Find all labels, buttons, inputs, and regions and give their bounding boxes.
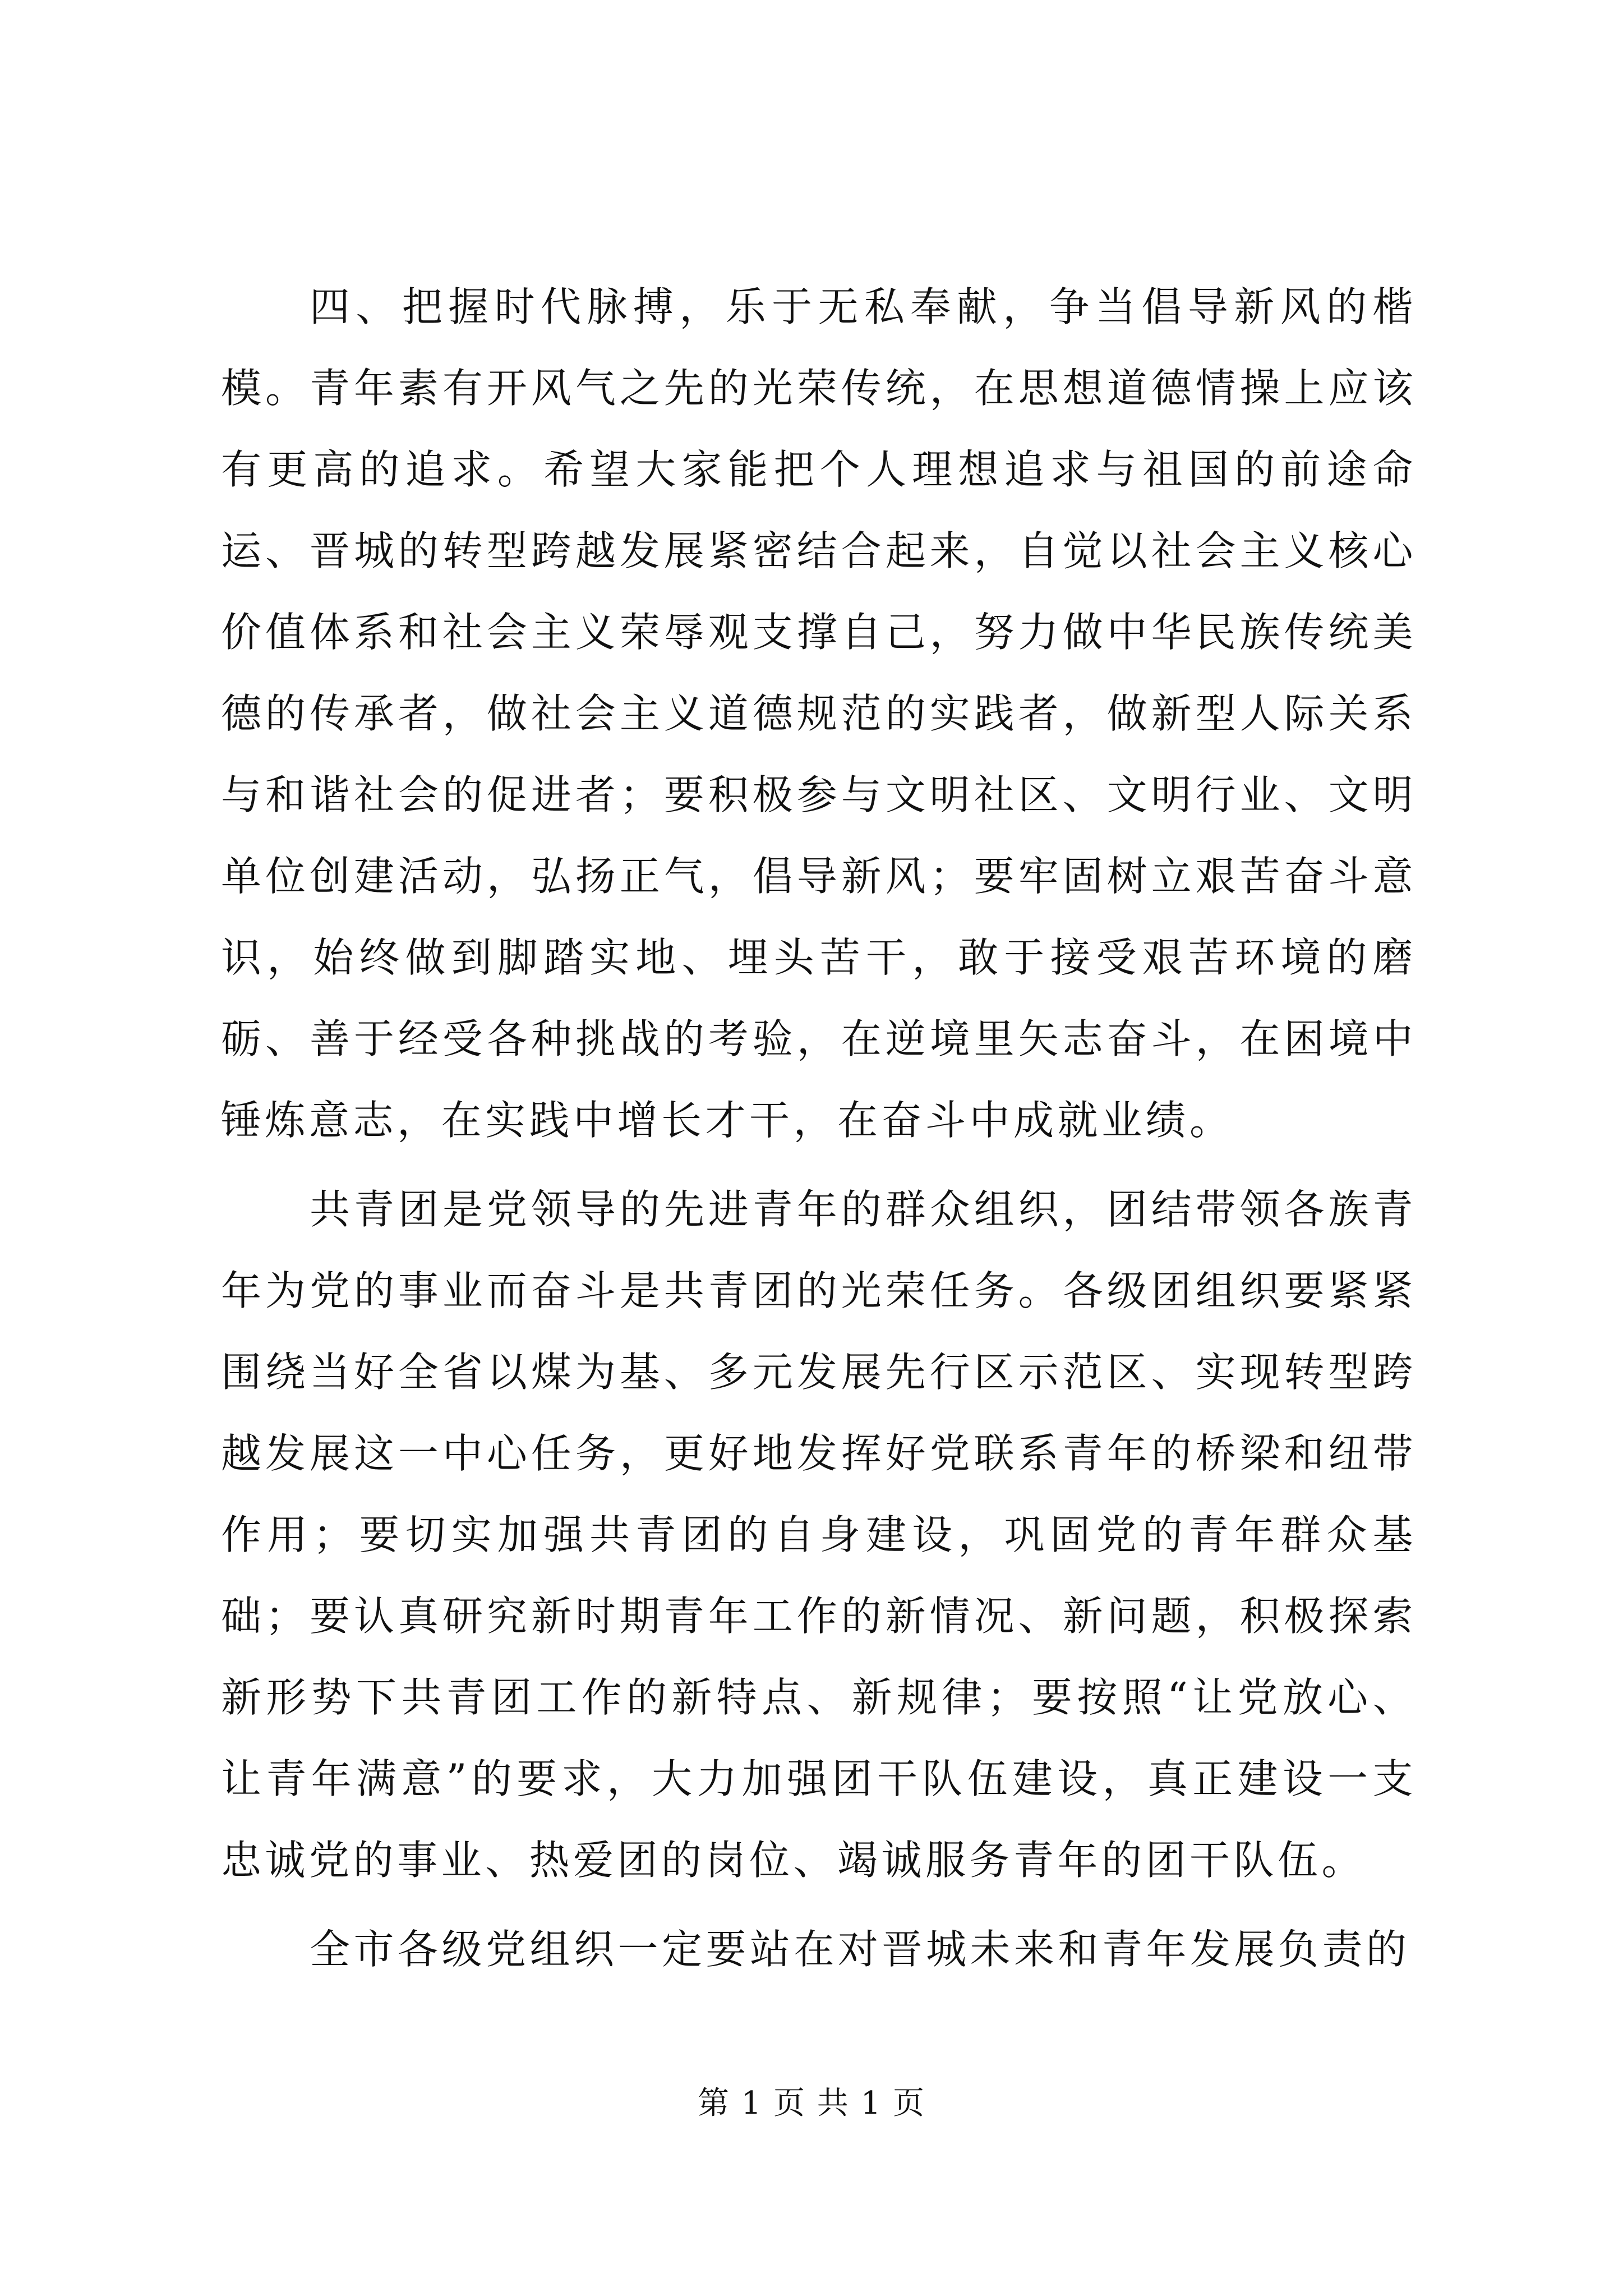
page-number-footer: 第 1 页 共 1 页 — [697, 2085, 926, 2122]
paragraph-party-organizations: 全市各级党组织一定要站在对晋城未来和青年发展负责的 — [310, 1926, 1410, 1973]
document-body — [221, 266, 1417, 1990]
paragraph-youth-new-trends: 四、把握时代脉搏，乐于无私奉献，争当倡导新风的楷模。青年素有开风气之先的光荣传统，在思想道德情操上应该有更高的追求。希望大家能把个人理想追求与祖国的前途命运、晋城的转型跨越发展紧密结合起来，自觉以社会主义核心价值体系和社会主义荣辱观支撑自己，努力做中华民族传统美德的传承者，做社会主义道德规范的实践者，做新型人际关系与和谐社会的促进者；要积极参与文明社区、文明行业、文明单位创建活动，弘扬正气，倡导新风；要牢固树立艰苦奋斗意识，始终做到脚踏实地、埋头苦干，敢于接受艰苦环境的磨砺、善于经受各种挑战的考验，在逆境里矢志奋斗，在困境中锤炼意志，在实践中增长才干，在奋斗中成就业绩。 — [221, 283, 1417, 1144]
paragraph-communist-youth-league: 共青团是党领导的先进青年的群众组织，团结带领各族青年为党的事业而奋斗是共青团的光荣任务。各级团组织要紧紧围绕当好全省以煤为基、多元发展先行区示范区、实现转型跨越发展这一中心任务，更好地发挥好党联系青年的桥梁和纽带作用；要切实加强共青团的自身建设，巩固党的青年群众基础；要认真研究新时期青年工作的新情况、新问题，积极探索新形势下共青团工作的新特点、新规律；要按照“让党放心、让青年满意”的要求，大力加强团干队伍建设，真正建设一支忠诚党的事业、热爱团的岗位、竭诚服务青年的团干队伍。 — [221, 1186, 1417, 1884]
